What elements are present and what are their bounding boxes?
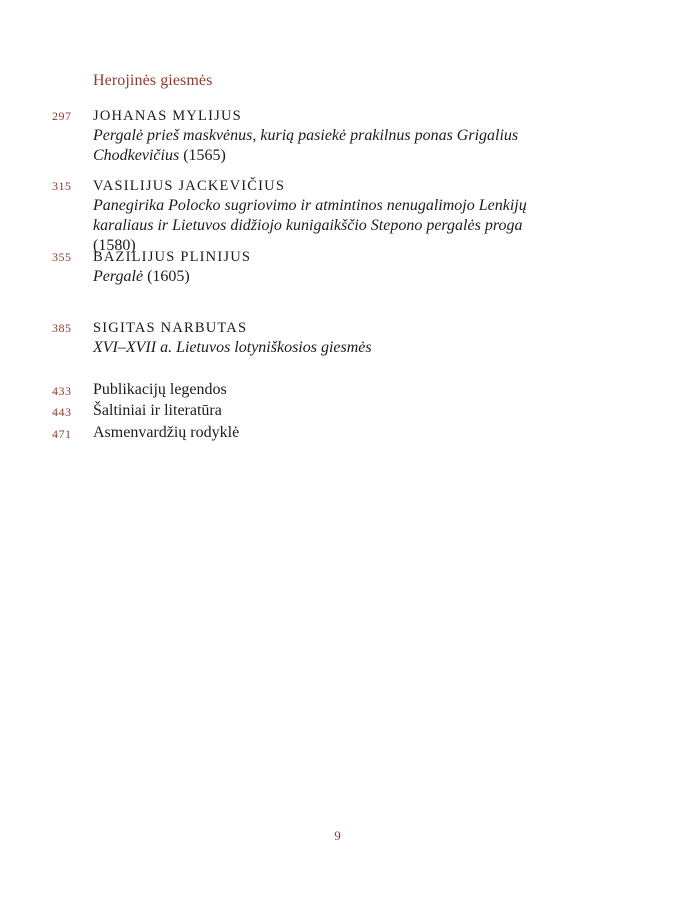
entry-title [93,338,563,358]
entry-page-number: 433 [52,384,72,398]
entry-label: Publikacijų legendos [93,381,227,398]
entry-page-number: 385 [52,321,72,335]
entry-year: (1565) [183,147,226,164]
entry-page-number: 297 [52,109,72,123]
entry-label: Asmenvardžių rodyklė [93,424,240,441]
entry-title-line: Pergalė prieš maskvėnus, kurią pasiekė prakilnus ponas Grigalius [93,127,519,144]
entry-author: BAZILIJUS PLINIJUS [93,249,252,265]
entry-text [93,106,563,166]
entry-text [93,176,563,256]
entry-author: VASILIJUS JACKEVIČIUS [93,178,286,194]
entry-year: (1605) [147,268,190,285]
entry-text [93,318,563,358]
entry-year: (1580) [93,237,136,254]
entry-title-line: XVI–XVII a. Lietuvos lotyniškosios giesmės [93,339,372,356]
entry-page-number: 471 [52,427,72,441]
entry-label: Šaltiniai ir literatūra [93,402,222,419]
entry-title-line: Chodkevičius [93,147,180,164]
entry-title-line: Pergalė [93,268,144,285]
entry-title-line: Panegirika Polocko sugriovimo ir atmintinos nenugalimojo Lenkijų [93,197,527,214]
entry-author: JOHANAS MYLIJUS [93,108,242,124]
entry-title-line: karaliaus ir Lietuvos didžiojo kunigaikščio Stepono pergalės proga [93,217,523,234]
entry-page-number: 355 [52,250,72,264]
page-number: 9 [334,828,341,843]
entry-author: SIGITAS NARBUTAS [93,320,248,336]
entry-text [93,247,563,287]
entry-page-number: 443 [52,405,72,419]
section-heading: Herojinės giesmės [93,72,213,89]
entry-title [93,126,563,166]
entry-title [93,267,563,287]
entry-page-number: 315 [52,179,72,193]
